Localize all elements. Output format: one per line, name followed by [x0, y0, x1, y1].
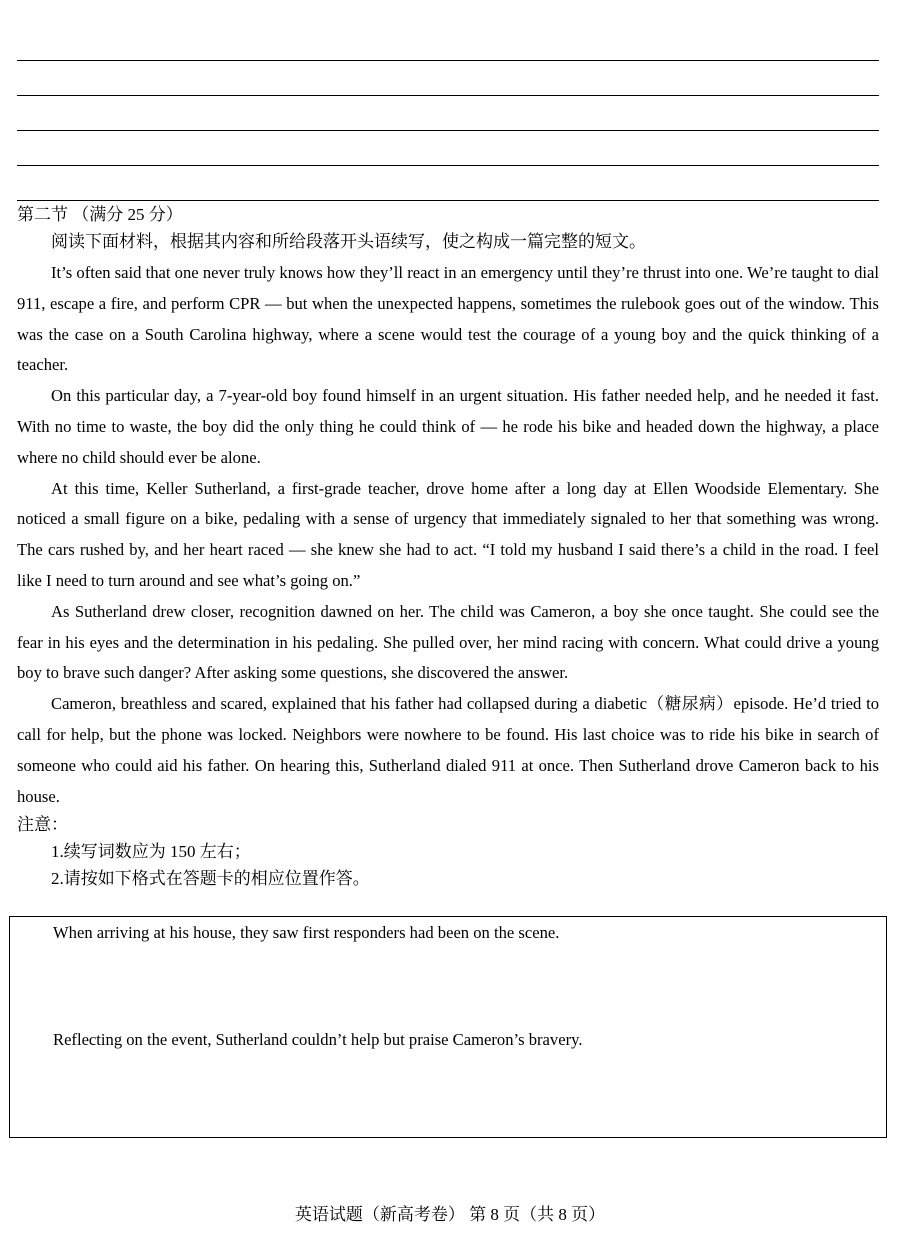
section-instruction: 阅读下面材料，根据其内容和所给段落开头语续写，使之构成一篇完整的短文。 [51, 232, 646, 251]
passage-paragraph-3: At this time, Keller Sutherland, a first-grade teacher, drove home after a long day at Ellen Woodside Elementary. She noticed a small figure on a bike, pedaling with a sense of urgency that immediately signaled to her that something was wrong. The cars rushed by, and her heart raced — she knew she had to act. “I told my husband I said there’s a child in the road. I feel like I need to turn around and see what’s going on.” [17, 478, 879, 590]
notes-heading: 注意： [17, 815, 68, 834]
section-title: 第二节 （满分 25 分） [17, 205, 183, 224]
note-item-1: 1.续写词数应为 150 左右； [51, 842, 251, 861]
writing-line-2 [17, 95, 879, 96]
passage-paragraph-2: On this particular day, a 7-year-old boy found himself in an urgent situation. His father needed help, and he needed it fast. With no time to waste, the boy did the only thing he could think of — he rode his bike and headed down the highway, a place where no child should ever be alone. [17, 386, 879, 467]
reading-passage [17, 258, 879, 812]
writing-line-1 [17, 60, 879, 61]
passage-paragraph-4: As Sutherland drew closer, recognition dawned on her. The child was Cameron, a boy she once taught. She could see the fear in his eyes and the determination in his pedaling. She pulled over, her mind racing with concern. What could drive a young boy to brave such danger? After asking some questions, she discovered the answer. [17, 601, 879, 683]
passage-paragraph-5: Cameron, breathless and scared, explained that his father had collapsed during a diabetic（糖尿病）episode. He’d tried to call for help, but the phone was locked. Neighbors were nowhere to be found. His last choice was to ride his bike in search of someone who could aid his father. On hearing this, Sutherland dialed 911 at once. Then Sutherland drove Cameron back to his house. [17, 694, 879, 806]
writing-line-3 [17, 130, 879, 131]
notes [17, 811, 370, 892]
page-footer: 英语试题（新高考卷） 第 8 页（共 8 页） [294, 1205, 606, 1224]
passage-paragraph-1: It’s often said that one never truly knows how they’ll react in an emergency until they’re thrust into one. We’re taught to dial 911, escape a fire, and perform CPR — but when the unexpected happens, sometimes the rulebook goes out of the window. This was the case on a South Carolina highway, where a scene would test the courage of a young boy and the quick thinking of a teacher. [17, 263, 879, 375]
paragraph-2-opening: Reflecting on the event, Sutherland couldn’t help but praise Cameron’s bravery. [53, 1030, 583, 1049]
answer-box [9, 916, 887, 1138]
note-item-2: 2.请按如下格式在答题卡的相应位置作答。 [51, 869, 370, 888]
writing-line-5 [17, 200, 879, 201]
writing-line-4 [17, 165, 879, 166]
paragraph-1-opening: When arriving at his house, they saw first responders had been on the scene. [53, 923, 560, 942]
